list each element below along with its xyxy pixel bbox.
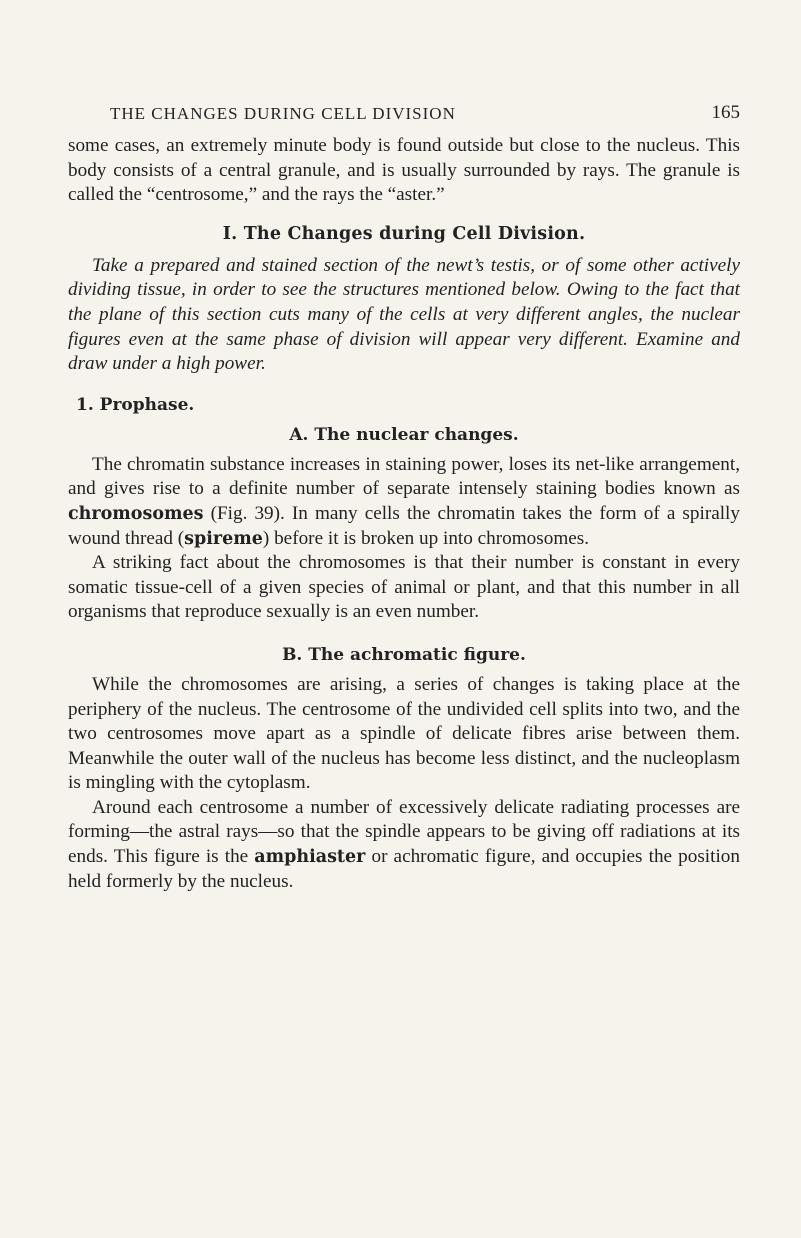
achromatic-figure-heading: B. The achromatic figure. [282, 644, 526, 665]
text-run: Around each centrosome a number of excessively delicate radiating processes are forming—the astral rays—so that the spindle appears to be giving off radiations at its ends. This figure is the [68, 796, 740, 868]
term-chromosomes: chromosomes [68, 503, 204, 524]
text-run: (Fig. 39). In many cells the chromatin takes the form of a spirally wound thread ( [68, 502, 740, 549]
instructions-paragraph: Take a prepared and stained section of the newt’s testis, or of some other actively dividing tissue, in order to see the structures mentioned below. Owing to the fact that the plane of this section cuts many of the cells at very different angles, the nuclear figures even at the same phase of division will appear very different. Examine and draw under a high power. [68, 254, 740, 375]
book-page [68, 104, 740, 894]
nuclear-paragraph-2: A striking fact about the chromosomes is that their number is constant in every somatic tissue-cell of a given species of animal or plant, and that this number in all organisms that reproduce sexually is an even number. [68, 552, 740, 623]
nuclear-changes-heading: A. The nuclear changes. [289, 424, 519, 445]
section-heading: I. The Changes during Cell Division. [222, 223, 586, 244]
nuclear-paragraph-1 [68, 453, 740, 551]
achromatic-paragraph-2 [68, 796, 740, 894]
achromatic-paragraph-1: While the chromosomes are arising, a series of changes is taking place at the periphery of the nucleus. The centrosome of the undivided cell splits into two, and the two centrosomes move apart as a spindle of delicate fibres arise between them. Meanwhile the outer wall of the nucleus has become less distinct, and the nucleoplasm is mingling with the cytoplasm. [68, 673, 740, 794]
text-run: The chromatin substance increases in staining power, loses its net-like arrangement, and gives rise to a definite number of separate intensely staining bodies known as [68, 453, 740, 500]
prophase-heading: 1. Prophase. [76, 394, 195, 415]
text-run: ) before it is broken up into chromosomes. [262, 527, 590, 549]
text-run: or achromatic figure, and occupies the position held formerly by the nucleus. [68, 846, 740, 892]
term-spireme: spireme [184, 528, 263, 549]
term-amphiaster: amphiaster [254, 847, 366, 868]
running-title: THE CHANGES DURING CELL DIVISION [110, 104, 456, 123]
running-head [68, 104, 740, 134]
page-number: 165 [711, 102, 740, 123]
intro-paragraph: some cases, an extremely minute body is found outside but close to the nucleus. This body consists of a central granule, and is usually surrounded by rays. The granule is called the “centrosome,” and the rays the “aster.” [68, 135, 740, 206]
